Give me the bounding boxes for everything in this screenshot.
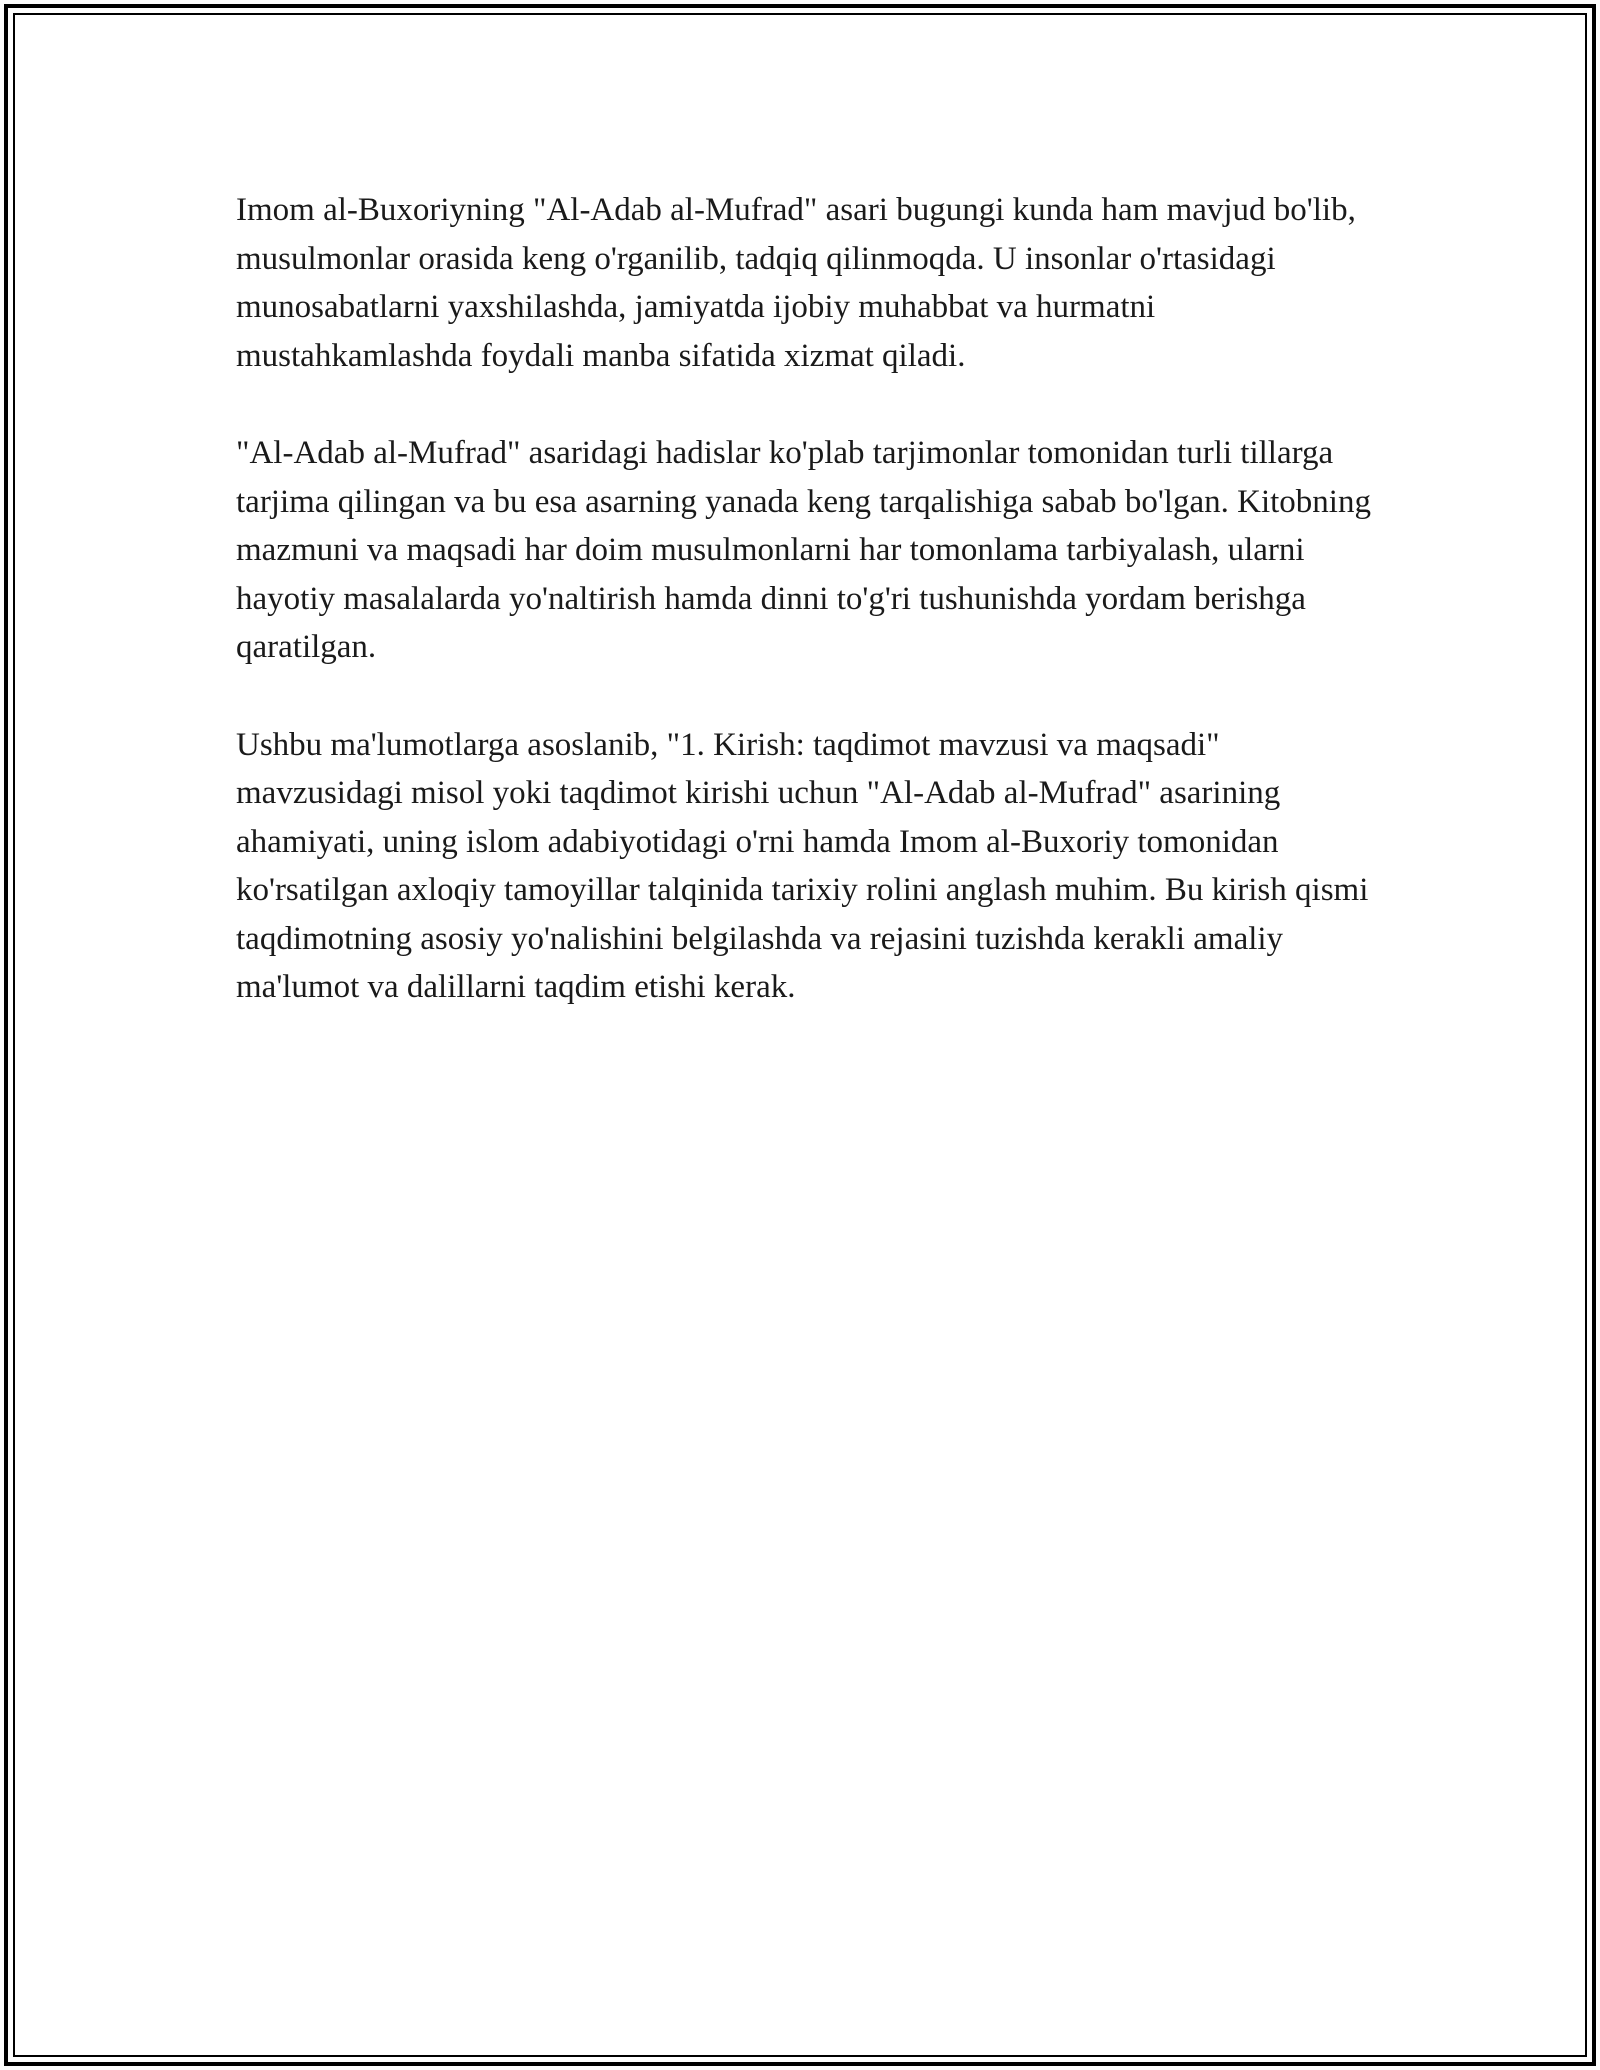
paragraph-1: Imom al-Buxoriyning "Al-Adab al-Mufrad" asari bugungi kunda ham mavjud bo'lib, musulmonlar orasida keng o'rganilib, tadqiq qilinmoqda. U insonlar o'rtasidagi munosabatlarni yaxshilashda, jamiyatda ijobiy muhabbat va hurmatni mustahkamlashda foydali manba sifatida xizmat qiladi. xyxy=(236,192,1356,374)
paragraph-2: "Al-Adab al-Mufrad" asaridagi hadislar ko'plab tarjimonlar tomonidan turli tillarga tarjima qilingan va bu esa asarning yanada keng tarqalishiga sabab bo'lgan. Kitobning mazmuni va maqsadi har doim musulmonlarni har tomonlama tarbiyalash, ularni hayotiy masalalarda yo'naltirish hamda dinni to'g'ri tushunishda yordam berishga qaratilgan. xyxy=(236,435,1371,665)
document-body xyxy=(236,186,1386,1061)
paragraph-3: Ushbu ma'lumotlarga asoslanib, "1. Kirish: taqdimot mavzusi va maqsadi" mavzusidagi misol yoki taqdimot kirishi uchun "Al-Adab al-Mufrad" asarining ahamiyati, uning islom adabiyotidagi o'rni hamda Imom al-Buxoriy tomonidan ko'rsatilgan axloqiy tamoyillar talqinida tarixiy rolini anglash muhim. Bu kirish qismi taqdimotning asosiy yo'nalishini belgilashda va rejasini tuzishda kerakli amaliy ma'lumot va dalillarni taqdim etishi kerak. xyxy=(236,726,1369,1005)
